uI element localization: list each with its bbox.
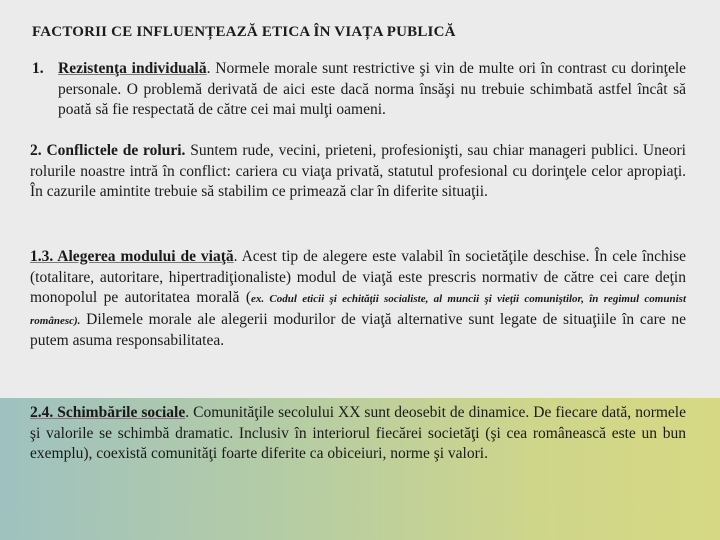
section-social-changes [30, 403, 686, 465]
section-heading: 1.3. Alegerea modului de viaţă [30, 248, 234, 265]
section-heading: 2.4. Schimbările sociale [30, 404, 186, 421]
section-heading: 2. Conflictele de roluri. [30, 142, 186, 159]
section-text: . Acest tip de alegere este valabil în societăţile deschise. În cele închise (totalitare, autoritare, hipertradiţionaliste) modul de viaţă este prescris normativ de către cei care deţin monopolul pe autoritatea morală ( [30, 248, 686, 306]
section-text: Suntem rude, vecini, prieteni, profesionişti, sau chiar manageri publici. Uneori rolurile noastre intră în conflict: cariera cu viaţa privată, statutul profesional cu dorinţele celor apropiaţi. În cazurile amintite trebuie să stabilim ce primează clar în diferite situaţii. [30, 142, 686, 200]
slide-title: FACTORII CE INFLUENȚEAZĂ ETICA ÎN VIAȚA PUBLICĂ [32, 24, 456, 40]
section-footnote: ex. Codul eticii şi echităţii socialiste, al muncii şi vieţii comuniştilor, în regimul comunist românesc). [30, 293, 686, 327]
section-heading: Rezistenţa individuală [58, 60, 207, 77]
section-text: . Comunităţile secolului XX sunt deosebit de dinamice. De fiecare dată, normele şi valorile se schimbă dramatic. Inclusiv în interiorul fiecărei societăţi (şi cea românească este un bun exemplu), coexistă comunităţi foarte diferite ca obiceiuri, norme şi valori. [30, 404, 686, 462]
section-text-continued: Dilemele morale ale alegerii modurilor de viaţă alternative sunt legate de situaţiile în care ne putem asuma responsabilitatea. [30, 310, 686, 349]
section-lifestyle-choice [30, 247, 686, 352]
section-individual-resistance [30, 59, 686, 121]
section-text: . Normele morale sunt restrictive şi vin de multe ori în contrast cu dorinţele personale. O problemă derivată de aici este dacă norma însăşi nu trebuie schimbată astfel încât să poată să fie respectată de către cei mai mulţi oameni. [58, 60, 687, 118]
section-role-conflicts [30, 141, 686, 203]
list-number: 1. [32, 60, 44, 77]
